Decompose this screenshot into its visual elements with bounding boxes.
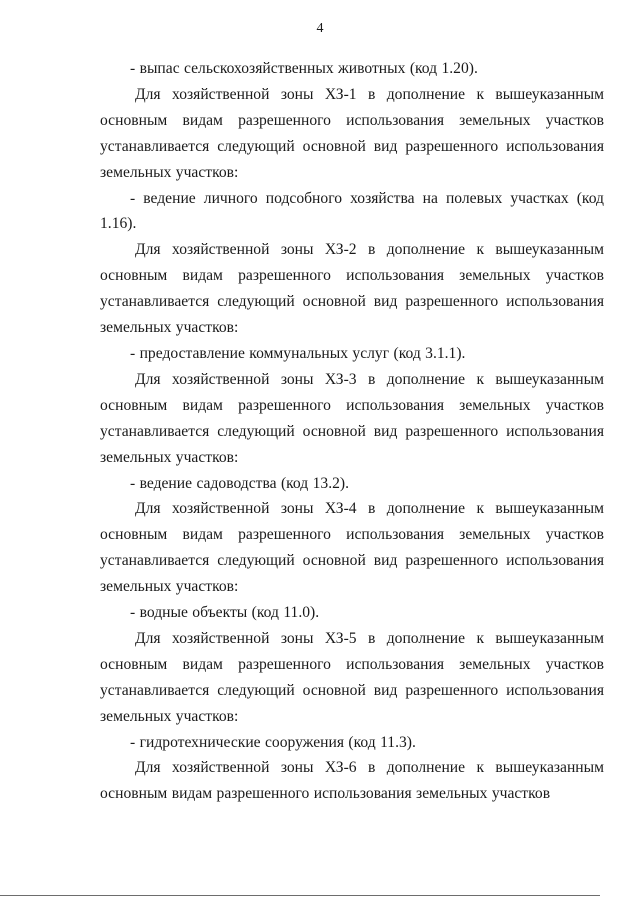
paragraph-zone-hz2: Для хозяйственной зоны ХЗ-2 в дополнение к вышеуказанным основным видам разрешенного использования земельных участков устанавливается следующий основной вид разрешенного использования земельных участков:	[100, 241, 604, 337]
list-item-gardening: - ведение садоводства (код 13.2).	[130, 474, 349, 492]
list-item-hydraulic-structures: - гидротехнические сооружения (код 11.3).	[130, 733, 416, 751]
paragraph-zone-hz5: Для хозяйственной зоны ХЗ-5 в дополнение к вышеуказанным основным видам разрешенного использования земельных участков устанавливается следующий основной вид разрешенного использования земельных участков:	[100, 629, 604, 725]
paragraph-zone-hz3: Для хозяйственной зоны ХЗ-3 в дополнение к вышеуказанным основным видам разрешенного использования земельных участков устанавливается следующий основной вид разрешенного использования земельных участков:	[100, 370, 604, 466]
list-item-grazing: - выпас сельскохозяйственных животных (код 1.20).	[130, 60, 478, 77]
paragraph-zone-hz1: Для хозяйственной зоны ХЗ-1 в дополнение к вышеуказанным основным видам разрешенного использования земельных участков устанавливается следующий основной вид разрешенного использования земельных участков:	[100, 85, 604, 181]
bottom-divider	[0, 895, 600, 896]
list-item-water-objects: - водные объекты (код 11.0).	[130, 604, 320, 622]
list-item-utilities: - предоставление коммунальных услуг (код 3.1.1).	[130, 344, 466, 362]
page-number: 4	[316, 21, 324, 36]
list-item-personal-farming: - ведение личного подсобного хозяйства на полевых участках (код 1.16).	[100, 189, 604, 233]
paragraph-zone-hz4: Для хозяйственной зоны ХЗ-4 в дополнение к вышеуказанным основным видам разрешенного использования земельных участков устанавливается следующий основной вид разрешенного использования земельных участков:	[100, 500, 604, 596]
document-body	[100, 56, 604, 807]
paragraph-zone-hz6: Для хозяйственной зоны ХЗ-6 в дополнение к вышеуказанным основным видам разрешенного использования земельных участков	[100, 759, 604, 803]
